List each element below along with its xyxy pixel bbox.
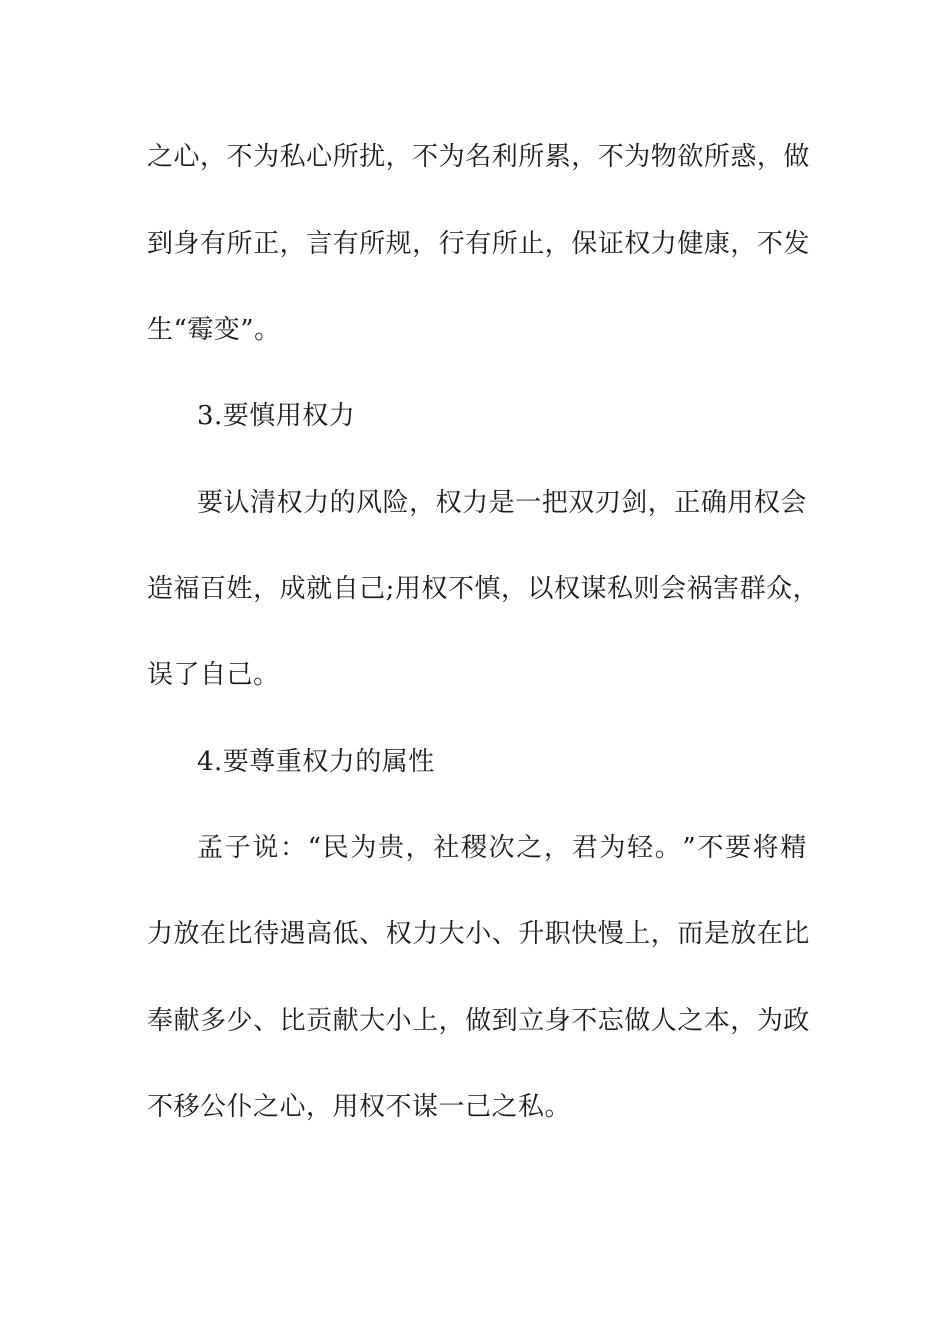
- section-heading: 3.要慎用权力: [197, 401, 356, 431]
- text-line: 到 身 有 所 正 ， 言 有 所 规 ， 行 有 所 止 ， 保 证 权 力 健 康 ， 不 发: [147, 229, 810, 259]
- text-line: 之 心 ， 不 为 私 心 所 扰 ， 不 为 名 利 所 累 ， 不 为 物 欲 所 惑 ， 做: [147, 142, 810, 172]
- text-line: 不移公仆之心，用权不谋一己之私。: [147, 1092, 572, 1122]
- text-line: 误了自己。: [147, 660, 280, 690]
- section-heading: 4.要尊重权力的属性: [197, 747, 435, 777]
- text-line: 要 认 清 权 力 的 风 险 ， 权 力 是 一 把 双 刃 剑 ， 正 确 用 权 会: [197, 488, 807, 518]
- text-line: 孟 子 说 ： “ 民 为 贵 ， 社 稷 次 之 ， 君 为 轻 。 ” 不 要 将 精: [197, 833, 807, 863]
- text-line: 奉 献 多 少 、 比 贡 献 大 小 上 ， 做 到 立 身 不 忘 做 人 之 本 ， 为 政: [147, 1006, 810, 1036]
- text-line: 力 放 在 比 待 遇 高 低 、 权 力 大 小 、 升 职 快 慢 上 ， 而 是 放 在 比: [147, 919, 810, 949]
- text-line: 造 福 百 姓 ， 成 就 自 己 ; 用 权 不 慎 ， 以 权 谋 私 则 会 祸 害 群 众 ，: [147, 574, 820, 604]
- text-line: 生“霉变”。: [147, 315, 281, 345]
